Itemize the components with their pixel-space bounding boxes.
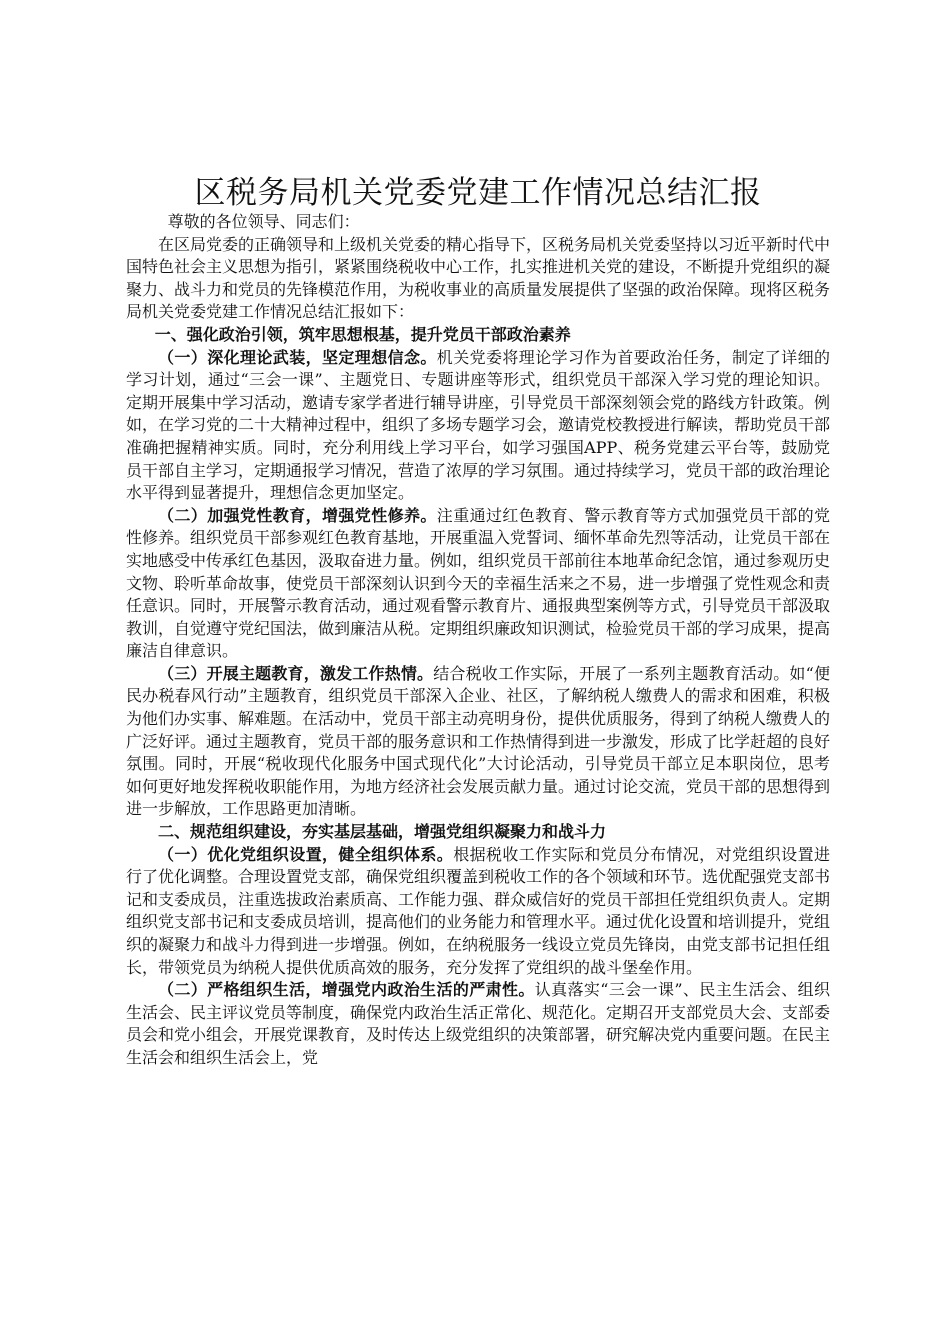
paragraph-lead: （二）严格组织生活，增强党内政治生活的严肃性。 bbox=[158, 980, 535, 1000]
paragraph-lead: （一）深化理论武装，坚定理想信念。 bbox=[158, 347, 437, 367]
paragraph-body: 根据税收工作实际和党员分布情况，对党组织设置进行了优化调整。合理设置党支部，确保党组织覆盖到税收工作的各个领域和环节。选优配强党支部书记和支委成员，注重选拔政治素质高、工作能力强、群众威信好的党员干部担任党组织负责人。定期组织党支部书记和支委成员培训，提高他们的业务能力和管理水平。通过优化设置和培训提升，党组织的凝聚力和战斗力得到进一步增强。例如，在纳税服务一线设立党员先锋岗，由党支部书记担任组长，带领党员为纳税人提供优质高效的服务，充分发挥了党组织的战斗堡垒作用。 bbox=[126, 844, 831, 977]
paragraph-lead: （三）开展主题教育，激发工作热情。 bbox=[158, 663, 434, 683]
document-body bbox=[126, 175, 830, 1070]
paragraph-1-2 bbox=[126, 505, 830, 663]
paragraph-2-1 bbox=[126, 844, 830, 980]
paragraph-body: 认真落实“三会一课”、民主生活会、组织生活会、民主评议党员等制度，确保党内政治生活正常化、规范化。定期召开支部党员大会、支部委员会和党小组会，开展党课教育，及时传达上级党组织的决策部署，研究解决党内重要问题。在民主生活会和组织生活会上，党 bbox=[126, 980, 831, 1067]
section-heading-1: 一、强化政治引领，筑牢思想根基，提升党员干部政治素养 bbox=[154, 324, 571, 344]
paragraph-lead: （二）加强党性教育，增强党性修养。 bbox=[158, 505, 437, 525]
section-heading-2: 二、规范组织建设，夯实基层基础，增强党组织凝聚力和战斗力 bbox=[158, 822, 607, 842]
paragraph-2-2 bbox=[126, 979, 830, 1069]
greeting: 尊敬的各位领导、同志们： bbox=[167, 212, 360, 231]
paragraph-1-3 bbox=[126, 663, 830, 821]
paragraph-body: 注重通过红色教育、警示教育等方式加强党员干部的党性修养。组织党员干部参观红色教育基地，开展重温入党誓词、缅怀革命先烈等活动，让党员干部在实地感受中传承红色基因，汲取奋进力量。例如，组织党员干部前往本地革命纪念馆，通过参观历史文物、聆听革命故事，使党员干部深刻认识到今天的幸福生活来之不易，进一步增强了党性观念和责任意识。同时，开展警示教育活动，通过观看警示教育片、通报典型案例等方式，引导党员干部汲取教训，自觉遵守党纪国法，做到廉洁从税。定期组织廉政知识测试，检验党员干部的学习成果，提高廉洁自律意识。 bbox=[126, 505, 831, 661]
paragraph-1-1 bbox=[126, 347, 830, 505]
document-title: 区税务局机关党委党建工作情况总结汇报 bbox=[194, 175, 762, 211]
intro-paragraph: 在区局党委的正确领导和上级机关党委的精心指导下，区税务局机关党委坚持以习近平新时代中国特色社会主义思想为指引，紧紧围绕税收中心工作，扎实推进机关党的建设，不断提升党组织的凝聚力、战斗力和党员的先锋模范作用，为税收事业的高质量发展提供了坚强的政治保障。现将区税务局机关党委党建工作情况总结汇报如下： bbox=[126, 234, 831, 322]
paragraph-body: 机关党委将理论学习作为首要政治任务，制定了详细的学习计划，通过“三会一课”、主题党日、专题讲座等形式，组织党员干部深入学习党的理论知识。定期开展集中学习活动，邀请专家学者进行辅导讲座，引导党员干部深刻领会党的路线方针政策。例如，在学习党的二十大精神过程中，组织了多场专题学习会，邀请党校教授进行解读，帮助党员干部准确把握精神实质。同时，充分利用线上学习平台，如学习强国APP、税务党建云平台等，鼓励党员干部自主学习，定期通报学习情况，营造了浓厚的学习氛围。通过持续学习，党员干部的政治理论水平得到显著提升，理想信念更加坚定。 bbox=[126, 347, 831, 503]
paragraph-body: 结合税收工作实际，开展了一系列主题教育活动。如“便民办税春风行动”主题教育，组织党员干部深入企业、社区，了解纳税人缴费人的需求和困难，积极为他们办实事、解难题。在活动中，党员干部主动亮明身份，提供优质服务，得到了纳税人缴费人的广泛好评。通过主题教育，党员干部的服务意识和工作热情得到进一步激发，形成了比学赶超的良好氛围。同时，开展“税收现代化服务中国式现代化”大讨论活动，引导党员干部立足本职岗位，思考如何更好地发挥税收职能作用，为地方经济社会发展贡献力量。通过讨论交流，党员干部的思想得到进一步解放，工作思路更加清晰。 bbox=[126, 663, 831, 819]
paragraph-lead: （一）优化党组织设置，健全组织体系。 bbox=[158, 844, 454, 864]
